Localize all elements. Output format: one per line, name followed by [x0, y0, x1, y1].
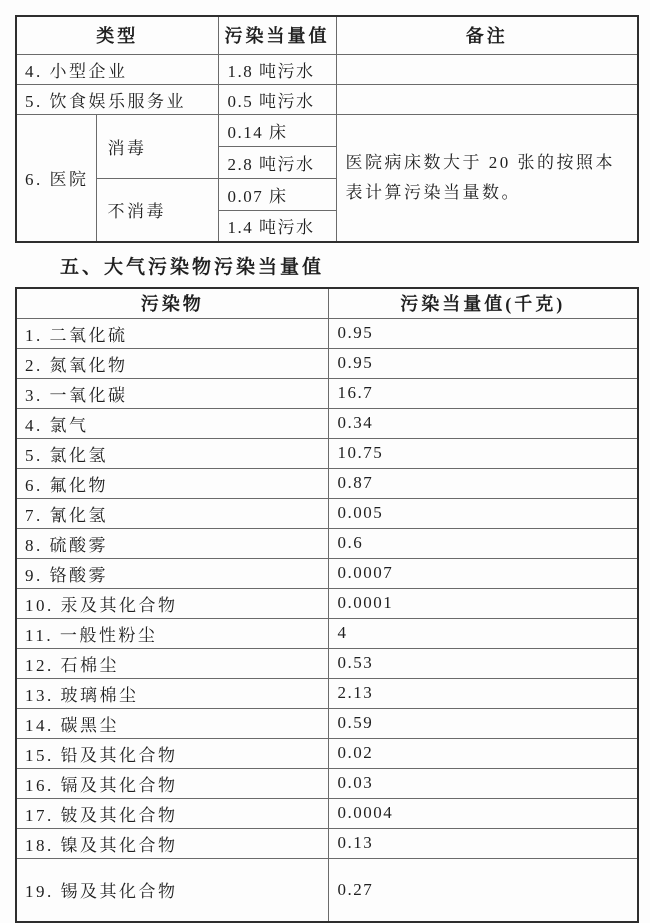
table-row: [16, 558, 638, 588]
table-row: [16, 828, 638, 858]
pollutant-name: 10. 汞及其化合物: [16, 588, 328, 618]
header-note: 备注: [336, 16, 638, 54]
pollutant-value: 0.27: [328, 858, 638, 922]
pollutant-value: 2.13: [328, 678, 638, 708]
air-pollutant-equivalent-table: [15, 287, 639, 923]
table-row: [16, 528, 638, 558]
pollutant-value: 0.6: [328, 528, 638, 558]
pollutant-name: 16. 镉及其化合物: [16, 768, 328, 798]
pollutant-value: 0.0004: [328, 798, 638, 828]
pollutant-value: 0.0007: [328, 558, 638, 588]
pollutant-name: 13. 玻璃棉尘: [16, 678, 328, 708]
pollutant-name: 12. 石棉尘: [16, 648, 328, 678]
table-row: [16, 468, 638, 498]
pollutant-value: 0.95: [328, 318, 638, 348]
pollutant-name: 17. 铍及其化合物: [16, 798, 328, 828]
pollutant-value: 0.13: [328, 828, 638, 858]
wastewater-equivalent-table: [15, 15, 639, 243]
pollutant-name: 19. 锡及其化合物: [16, 858, 328, 922]
pollutant-name: 14. 碳黑尘: [16, 708, 328, 738]
pollutant-value: 4: [328, 618, 638, 648]
pollutant-value: 0.59: [328, 708, 638, 738]
pollutant-value: 10.75: [328, 438, 638, 468]
table-row: [16, 438, 638, 468]
table-row: [16, 648, 638, 678]
table-row: [16, 798, 638, 828]
table-row: [16, 858, 638, 922]
hospital-disinfect-value-water: 2.8 吨污水: [218, 146, 336, 178]
pollutant-name: 15. 铅及其化合物: [16, 738, 328, 768]
table-row: [16, 588, 638, 618]
pollutant-name: 9. 铬酸雾: [16, 558, 328, 588]
table-row: [16, 318, 638, 348]
pollutant-name: 4. 氯气: [16, 408, 328, 438]
pollutant-value: 0.03: [328, 768, 638, 798]
hospital-nondisinfect-label: 不消毒: [96, 178, 218, 242]
header-equivalent-value: 污染当量值: [218, 16, 336, 54]
table-row: [16, 408, 638, 438]
pollutant-name: 5. 氯化氢: [16, 438, 328, 468]
pollutant-value: 16.7: [328, 378, 638, 408]
table-row: [16, 618, 638, 648]
pollutant-value: 0.53: [328, 648, 638, 678]
table-row: [16, 348, 638, 378]
row-small-enterprise-note: [336, 54, 638, 84]
pollutant-value: 0.95: [328, 348, 638, 378]
table-row: [16, 378, 638, 408]
pollutant-value: 0.02: [328, 738, 638, 768]
pollutant-value: 0.0001: [328, 588, 638, 618]
row-small-enterprise-value: 1.8 吨污水: [218, 54, 336, 84]
table-header-row: [16, 288, 638, 318]
table-row: [16, 498, 638, 528]
pollutant-value: 0.87: [328, 468, 638, 498]
pollutant-value: 0.34: [328, 408, 638, 438]
pollutant-name: 6. 氟化物: [16, 468, 328, 498]
header-pollutant: 污染物: [16, 288, 328, 318]
table-row: [16, 114, 638, 146]
pollutant-name: 7. 氰化氢: [16, 498, 328, 528]
pollutant-name: 1. 二氧化硫: [16, 318, 328, 348]
table-row: [16, 768, 638, 798]
row-small-enterprise-type: 4. 小型企业: [16, 54, 218, 84]
hospital-nondisinfect-value-water: 1.4 吨污水: [218, 210, 336, 242]
hospital-label: 6. 医院: [16, 114, 96, 242]
section-heading: 五、大气污染物污染当量值: [60, 257, 325, 278]
table-row: [16, 54, 638, 84]
table-row: [16, 84, 638, 114]
row-food-entertainment-note: [336, 84, 638, 114]
pollutant-name: 18. 镍及其化合物: [16, 828, 328, 858]
hospital-nondisinfect-value-bed: 0.07 床: [218, 178, 336, 210]
hospital-disinfect-value-bed: 0.14 床: [218, 114, 336, 146]
row-food-entertainment-type: 5. 饮食娱乐服务业: [16, 84, 218, 114]
table-row: [16, 678, 638, 708]
pollutant-name: 2. 氮氧化物: [16, 348, 328, 378]
pollutant-value: 0.005: [328, 498, 638, 528]
hospital-note: 医院病床数大于 20 张的按照本表计算污染当量数。: [336, 114, 638, 242]
table-header-row: [16, 16, 638, 54]
pollutant-name: 8. 硫酸雾: [16, 528, 328, 558]
row-food-entertainment-value: 0.5 吨污水: [218, 84, 336, 114]
pollutant-name: 11. 一般性粉尘: [16, 618, 328, 648]
hospital-disinfect-label: 消毒: [96, 114, 218, 178]
table-row: [16, 708, 638, 738]
header-type: 类型: [16, 16, 218, 54]
header-equivalent-value-kg: 污染当量值(千克): [328, 288, 638, 318]
table-row: [16, 738, 638, 768]
pollutant-name: 3. 一氧化碳: [16, 378, 328, 408]
